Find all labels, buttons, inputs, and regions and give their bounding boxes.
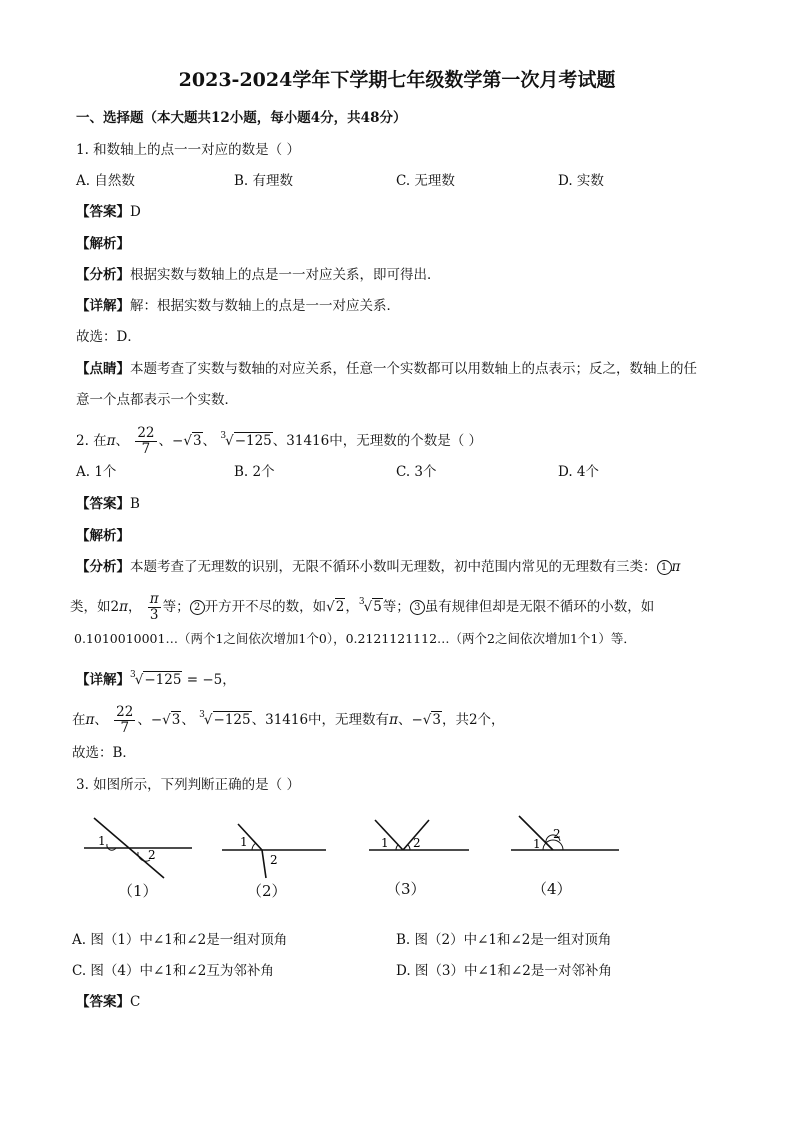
frac-num: 22 [137,425,155,441]
angle-1-label: 1 [240,835,248,849]
separator: 、 [94,712,108,728]
cube-root-index: 3 [130,670,136,680]
answer-tag: 【答案】 [76,496,130,512]
q3-option-b: B. 图（2）中∠1和∠2是一组对顶角 [396,932,612,948]
q1-guxuan: 故选：D． [76,329,141,345]
angle-1-label: 1 [533,837,541,851]
figure-1-caption: （1） [118,882,158,900]
q2-in: 在 [72,712,86,728]
q2-fenxi-2c: 开方开不尽的数，如 [204,599,327,615]
cube-root-index: 3 [358,597,365,607]
minus-sign: − [150,712,163,728]
frac-den: 3 [149,607,159,623]
q2-stem-prefix: 2. 在 [76,433,107,449]
circled-number-1: 1 [657,560,672,575]
separator: 、 [397,712,412,728]
answer-tag: 【答案】 [76,994,130,1010]
q1-option-b: B. 有理数 [234,173,294,189]
q1-stem: 1. 和数轴上的点一一对应的数是（ ） [76,142,300,158]
pi-symbol: π [119,599,128,615]
pi-symbol: π [389,712,398,728]
figure-2-caption: （2） [247,882,287,900]
frac-den: 7 [120,720,130,736]
separator: 、 [115,433,130,449]
xiangjie-tag: 【详解】 [76,298,130,314]
frac-num: 22 [116,704,134,720]
cube-root-radicand: −125 [213,712,251,728]
q1-answer: D [130,204,141,220]
q1-xiangjie: 解：根据实数与数轴上的点是一一对应关系． [130,298,400,314]
comma: ， [345,599,359,615]
q2-fenxi-1: 本题考查了无理数的识别，无限不循环小数叫无理数，初中范围内常见的无理数有三类： [130,559,657,575]
angle-1-label: 1 [98,834,106,848]
fenxi-tag: 【分析】 [76,267,130,283]
q3-answer: C [130,994,141,1010]
q2-fenxi-2b: 等； [162,599,190,615]
q1-fenxi-line [76,265,441,285]
figure-3-caption: （3） [386,880,426,898]
circled-number-2: 2 [190,600,205,615]
angle-2-label: 2 [270,853,278,867]
q2-fenxi-line-1 [76,557,680,577]
q1-xiangjie-line [76,296,400,316]
cube-root-radicand: −125 [144,672,182,688]
separator: 、 [137,712,151,728]
sqrt-2: 2 [335,599,345,615]
q2-option-d: D. 4个 [558,464,600,480]
q2-option-c: C. 3个 [396,464,437,480]
angle-2-label: 2 [413,836,421,850]
pi-symbol: π [85,712,95,728]
sqrt-3: 3 [171,712,181,728]
q2-xiangjie-line: 【详解】$^3$√−125 = −5， [76,670,236,688]
q2-fenxi-2e: 虽有规律但却是无限不循环的小数，如 [424,599,655,615]
comma: ， [127,599,142,615]
page-title: 2023-2024学年下学期七年级数学第一次月考试题 [178,69,616,91]
figure-4-caption: （4） [532,880,572,898]
analysis-tag: 【解析】 [76,236,130,252]
sqrt-3: 3 [432,712,441,728]
q1-answer-line [76,202,141,222]
minus-sign: − [172,433,184,449]
q1-dianjing-line [76,359,697,379]
dianjing-tag: 【点睛】 [76,361,130,377]
pi-symbol: π [106,433,116,449]
q1-dianjing-1: 本题考查了实数与数轴的对应关系，任意一个实数都可以用数轴上的点表示；反之，数轴上的任 [130,361,697,377]
q3-stem: 3. 如图所示，下列判断正确的是（ ） [76,777,300,793]
separator: 、 [181,712,195,728]
q2-option-a: A. 1个 [76,464,117,480]
cube-root-5: 5 [373,599,382,615]
fraction-22-7 [135,426,156,457]
minus-sign: − [411,712,423,728]
q2-fenxi-2d: 等； [382,599,410,615]
q2-fenxi-line-3: 0.1010010001…（两个1之间依次增加1个0），0.2121121112…（两个2之间依次增加1个1）等． [74,631,636,646]
q1-option-c: C. 无理数 [396,173,455,189]
q2-answer: B [130,496,140,512]
q3-option-d: D. 图（3）中∠1和∠2是一对邻补角 [396,963,612,979]
frac-den: 7 [141,441,151,457]
q1-fenxi: 根据实数与数轴上的点是一一对应关系，即可得出． [130,267,441,283]
sqrt-3: 3 [192,433,202,449]
q2-guxuan: 故选：B． [72,745,136,761]
q2-stem: 2. 在π、 $\frac{22}{7}$ 、−√3、 $^3$√−125、31416中，无理数的个数是（ ） [76,425,483,457]
section-heading: 一、选择题（本大题共12小题，每小题4分，共48分） [76,110,407,126]
q2-fenxi-line-2: 类，如2π， $\frac{\pi}{3}$ 等； 2 开方开不尽的数，如√2，$^3$√5等； 3 虽有规律但却是无限不循环的小数，如 [70,591,655,623]
angle-1-label: 1 [381,836,389,850]
q2-final-line: 在π、 $\frac{22}{7}$ 、−√3、 $^3$√−125、31416中，无理数有π、−√3，共2个， [72,704,505,736]
q3-option-a: A. 图（1）中∠1和∠2是一组对顶角 [72,932,288,948]
figure-1-diagram [84,812,194,882]
q2-stem-suffix: 、31416中，无理数的个数是（ ） [272,433,483,449]
fraction-pi-3 [148,592,161,623]
angle-2-label: 2 [148,848,156,862]
cube-root-index: 3 [199,710,205,720]
answer-tag: 【答案】 [76,204,130,220]
q3-answer-line [76,992,140,1012]
angle-2-label: 2 [553,827,561,841]
frac-num: π [149,591,159,607]
q3-option-c: C. 图（4）中∠1和∠2互为邻补角 [72,963,274,979]
xiangjie-tag: 【详解】 [76,672,130,688]
q2-xiangjie-rhs: = −5， [182,672,236,688]
q1-dianjing-2: 意一个点都表示一个实数． [76,392,238,408]
fraction-22-7 [114,705,135,736]
separator: 、 [158,433,173,449]
fenxi-tag: 【分析】 [76,559,130,575]
figure-3-diagram [369,816,471,866]
q2-answer-line [76,494,140,514]
q2-final-end: ，共2个， [441,712,505,728]
separator: 、 [202,433,217,449]
two: 2 [110,599,120,615]
cube-root-radicand: −125 [234,433,272,449]
q2-analysis-line [76,526,130,546]
figure-4-diagram [511,812,621,862]
circled-number-3: 3 [410,600,425,615]
q2-final-mid: 、31416中，无理数有 [251,712,390,728]
cube-root-index: 3 [220,431,227,441]
q1-analysis-line [76,234,130,254]
q1-option-d: D. 实数 [558,173,604,189]
q2-option-b: B. 2个 [234,464,275,480]
analysis-tag: 【解析】 [76,528,130,544]
q2-fenxi-2a: 类，如 [70,599,111,615]
figure-2-diagram [222,820,332,882]
q1-option-a: A. 自然数 [76,173,135,189]
pi-symbol: π [671,559,681,575]
